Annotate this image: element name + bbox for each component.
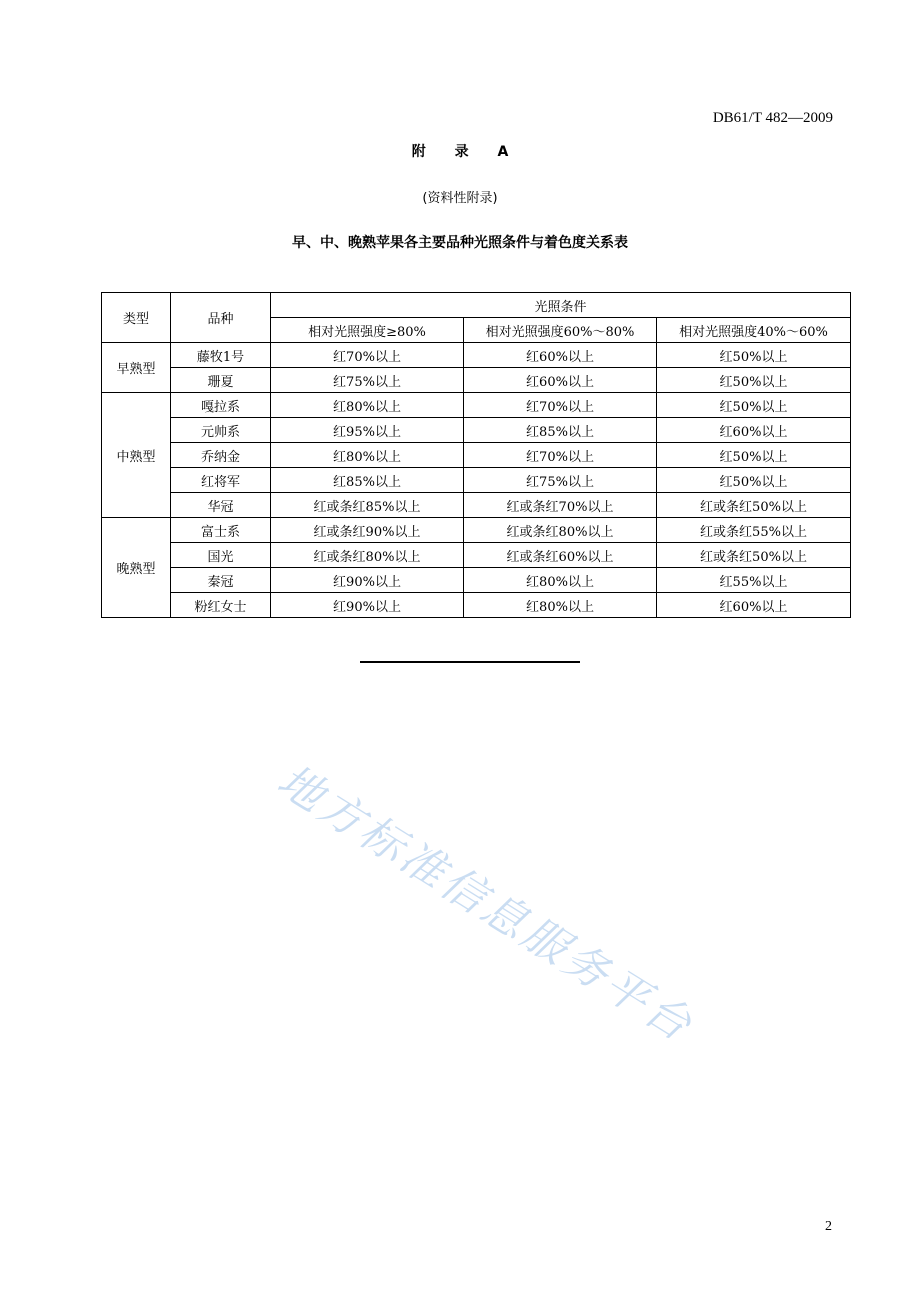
- header-light-1: 相对光照强度≥80%: [271, 318, 464, 343]
- group-type-cell: 早熟型: [102, 343, 171, 393]
- value-cell: 红或条红70%以上: [464, 493, 657, 518]
- variety-cell: 红将军: [171, 468, 271, 493]
- annex-title: 附 录 A: [411, 144, 521, 160]
- header-light-2: 相对光照强度60%～80%: [464, 318, 657, 343]
- value-cell: 红或条红80%以上: [271, 543, 464, 568]
- table-row: [102, 593, 851, 618]
- variety-cell: 珊夏: [171, 368, 271, 393]
- value-cell: 红80%以上: [271, 393, 464, 418]
- table-row: [102, 368, 851, 393]
- header-light-condition: 光照条件: [271, 293, 851, 318]
- table-row: [102, 493, 851, 518]
- variety-cell: 元帅系: [171, 418, 271, 443]
- page-number: 2: [825, 1219, 832, 1234]
- variety-cell: 嘎拉系: [171, 393, 271, 418]
- table-title: 早、中、晚熟苹果各主要品种光照条件与着色度关系表: [292, 235, 628, 251]
- variety-cell: 乔纳金: [171, 443, 271, 468]
- value-cell: 红或条红90%以上: [271, 518, 464, 543]
- table-row: [102, 393, 851, 418]
- value-cell: 红95%以上: [271, 418, 464, 443]
- value-cell: 红75%以上: [464, 468, 657, 493]
- value-cell: 红或条红50%以上: [657, 493, 851, 518]
- value-cell: 红80%以上: [271, 443, 464, 468]
- header-type: 类型: [102, 293, 171, 343]
- variety-cell: 国光: [171, 543, 271, 568]
- value-cell: 红85%以上: [464, 418, 657, 443]
- value-cell: 红50%以上: [657, 468, 851, 493]
- variety-cell: 秦冠: [171, 568, 271, 593]
- value-cell: 红70%以上: [464, 443, 657, 468]
- end-rule-divider: [360, 661, 580, 663]
- watermark: 地方标准信息服务平台: [268, 755, 703, 1053]
- value-cell: 红或条红85%以上: [271, 493, 464, 518]
- value-cell: 红50%以上: [657, 443, 851, 468]
- value-cell: 红70%以上: [464, 393, 657, 418]
- document-code: DB61/T 482—2009: [712, 110, 833, 126]
- group-type-cell: 中熟型: [102, 393, 171, 518]
- value-cell: 红80%以上: [464, 593, 657, 618]
- table-header-row: [102, 293, 851, 318]
- table-row: [102, 568, 851, 593]
- annex-type: (资料性附录): [422, 191, 498, 206]
- table-row: [102, 343, 851, 368]
- table-row: [102, 518, 851, 543]
- value-cell: 红60%以上: [464, 343, 657, 368]
- value-cell: 红85%以上: [271, 468, 464, 493]
- value-cell: 红50%以上: [657, 368, 851, 393]
- table-row: [102, 443, 851, 468]
- value-cell: 红60%以上: [657, 418, 851, 443]
- value-cell: 红90%以上: [271, 593, 464, 618]
- header-light-3: 相对光照强度40%～60%: [657, 318, 851, 343]
- value-cell: 红90%以上: [271, 568, 464, 593]
- variety-cell: 华冠: [171, 493, 271, 518]
- value-cell: 红或条红50%以上: [657, 543, 851, 568]
- value-cell: 红50%以上: [657, 343, 851, 368]
- value-cell: 红或条红55%以上: [657, 518, 851, 543]
- value-cell: 红或条红80%以上: [464, 518, 657, 543]
- table-row: [102, 543, 851, 568]
- value-cell: 红50%以上: [657, 393, 851, 418]
- variety-cell: 富士系: [171, 518, 271, 543]
- light-coloring-table: [101, 292, 851, 618]
- table-row: [102, 468, 851, 493]
- value-cell: 红75%以上: [271, 368, 464, 393]
- group-type-cell: 晚熟型: [102, 518, 171, 618]
- header-variety: 品种: [171, 293, 271, 343]
- value-cell: 红70%以上: [271, 343, 464, 368]
- value-cell: 红55%以上: [657, 568, 851, 593]
- variety-cell: 藤牧1号: [171, 343, 271, 368]
- table-row: [102, 418, 851, 443]
- value-cell: 红60%以上: [464, 368, 657, 393]
- value-cell: 红或条红60%以上: [464, 543, 657, 568]
- value-cell: 红60%以上: [657, 593, 851, 618]
- variety-cell: 粉红女士: [171, 593, 271, 618]
- value-cell: 红80%以上: [464, 568, 657, 593]
